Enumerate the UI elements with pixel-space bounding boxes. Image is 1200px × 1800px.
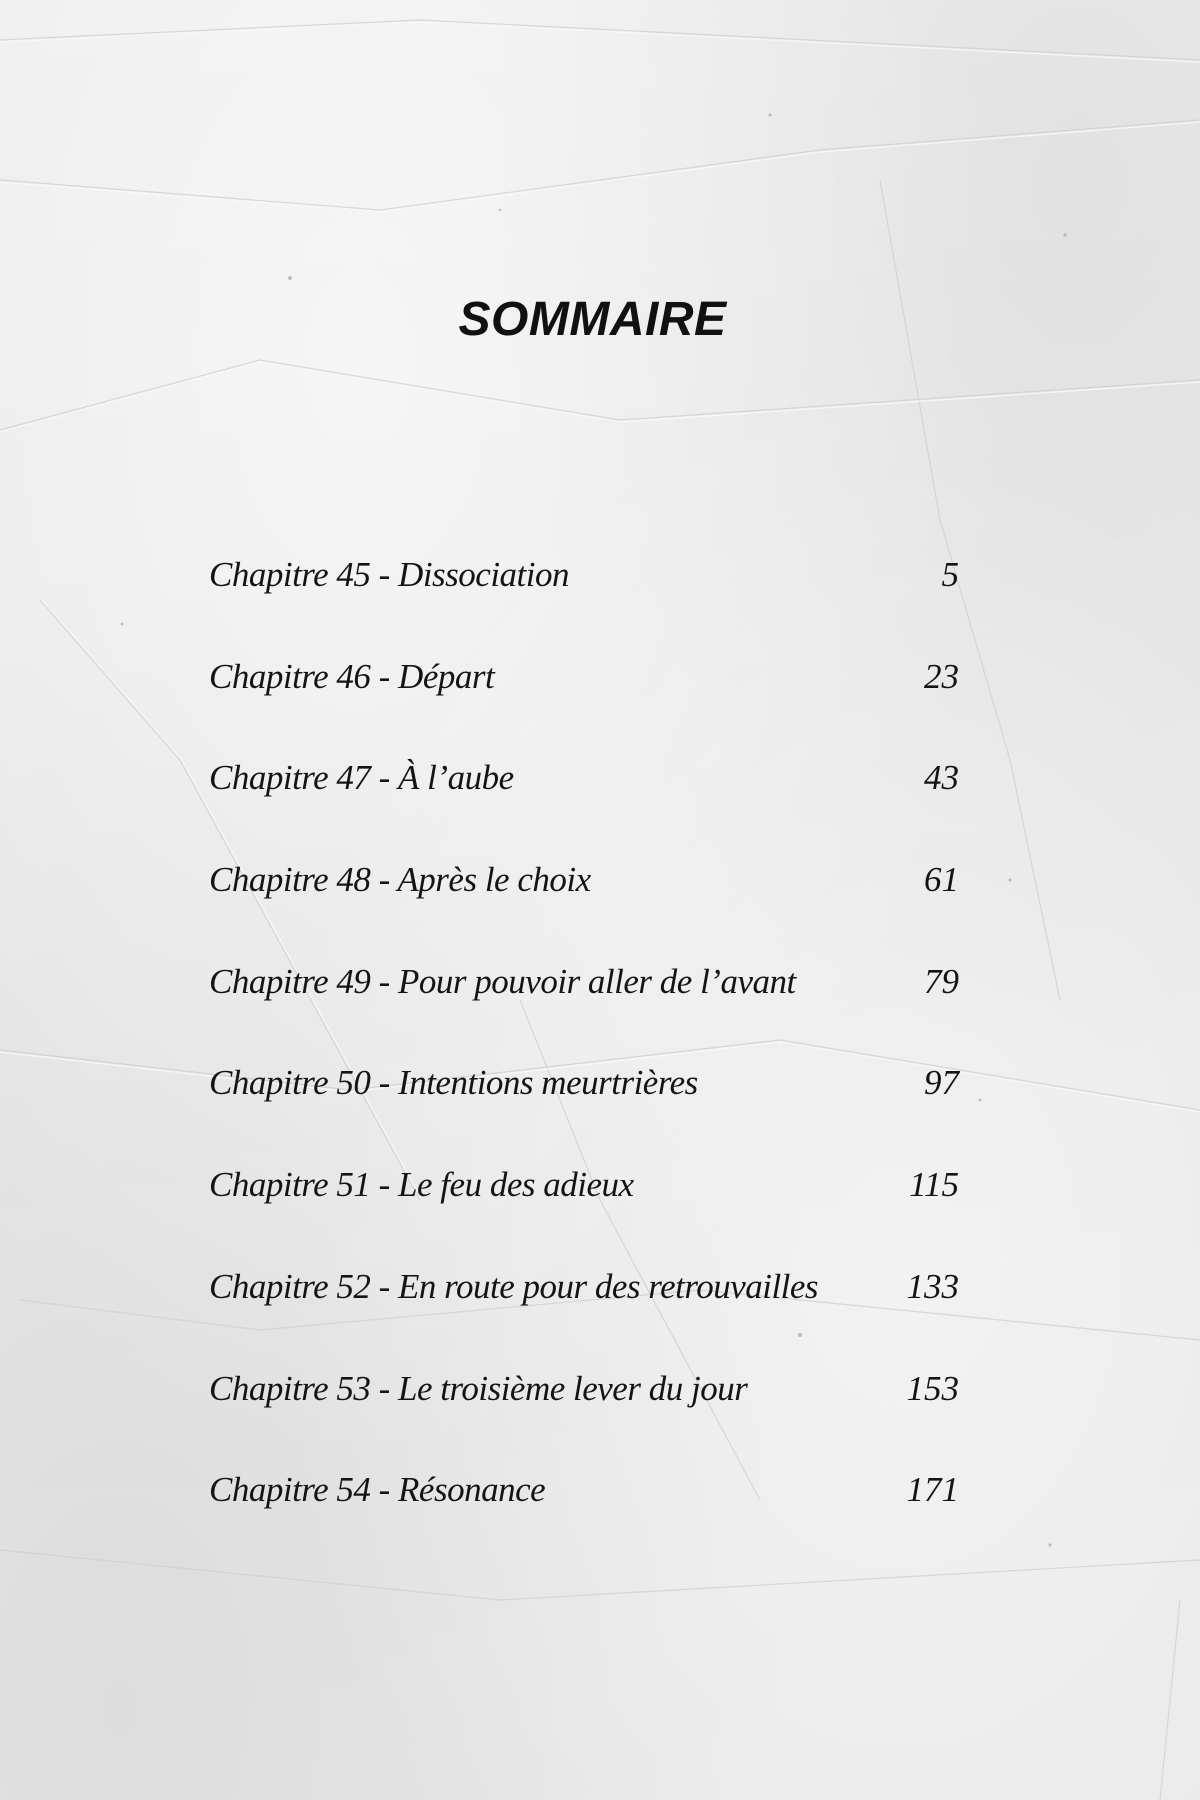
toc-entry-label: Chapitre 51 - Le feu des adieux xyxy=(209,1165,634,1205)
toc-entry xyxy=(209,1257,959,1359)
toc-entry xyxy=(209,1053,959,1155)
toc-entry-page-number: 79 xyxy=(924,961,959,1001)
toc-entry-label: Chapitre 50 - Intentions meurtrières xyxy=(209,1063,698,1103)
toc-entry-page-number: 171 xyxy=(906,1470,959,1510)
toc-entry xyxy=(209,545,959,647)
toc-entry-page-number: 43 xyxy=(924,758,959,798)
toc-entry xyxy=(209,1460,959,1562)
toc-entry-label: Chapitre 53 - Le troisième lever du jour xyxy=(209,1368,748,1408)
toc-entry-page-number: 97 xyxy=(924,1063,959,1103)
toc-entry xyxy=(209,647,959,749)
toc-entry-label: Chapitre 48 - Après le choix xyxy=(209,860,591,900)
toc-entry-page-number: 61 xyxy=(924,860,959,900)
toc-entry xyxy=(209,1155,959,1257)
toc-entry-page-number: 23 xyxy=(924,656,959,696)
table-of-contents xyxy=(209,545,959,1562)
toc-entry-page-number: 133 xyxy=(906,1266,959,1306)
toc-entry-label: Chapitre 47 - À l’aube xyxy=(209,758,514,798)
toc-entry-page-number: 153 xyxy=(906,1368,959,1408)
toc-entry xyxy=(209,748,959,850)
toc-entry-page-number: 115 xyxy=(909,1165,959,1205)
toc-entry xyxy=(209,1359,959,1461)
toc-entry-label: Chapitre 49 - Pour pouvoir aller de l’avant xyxy=(209,961,796,1001)
toc-entry-page-number: 5 xyxy=(941,555,959,594)
toc-entry xyxy=(209,952,959,1054)
page-title: SOMMAIRE xyxy=(458,293,727,346)
toc-entry-label: Chapitre 54 - Résonance xyxy=(209,1470,546,1510)
toc-entry xyxy=(209,850,959,952)
toc-entry-label: Chapitre 45 - Dissociation xyxy=(209,555,570,594)
toc-entry-label: Chapitre 52 - En route pour des retrouvailles xyxy=(209,1266,819,1306)
toc-entry-label: Chapitre 46 - Départ xyxy=(209,656,495,696)
